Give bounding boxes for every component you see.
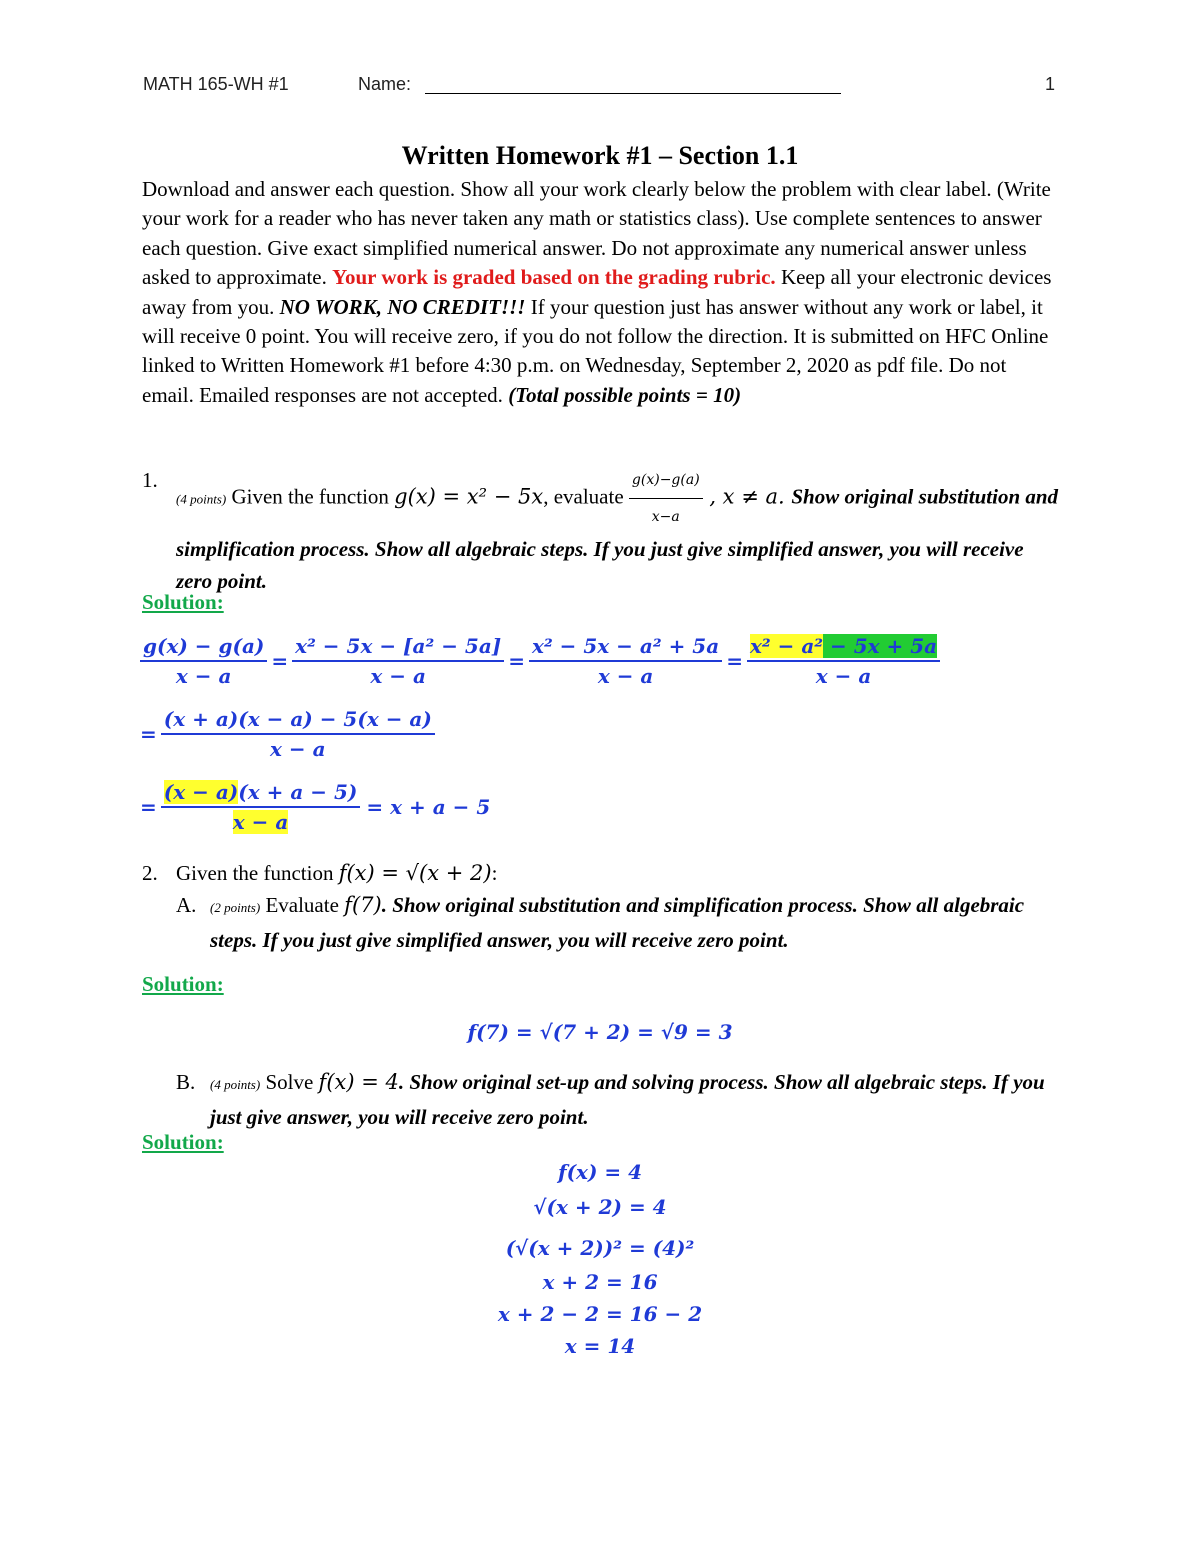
solution-label-2b: Solution: bbox=[142, 1130, 224, 1154]
q1-solution-line-1: $\frac{g(x) - g(a)}{x - a}$ = $\frac{\text{x² − 5x − [a² − 5a]}}{x - a}$ = $\frac{\text{x² − 5x − a² + 5a}}{x - a}$ = $\frac{\text{x² − a² − 5x + 5a}}{x - a}$ bbox=[140, 634, 940, 688]
question-2-function: f(x) = √(x + 2) bbox=[338, 861, 492, 885]
solution-label-1: Solution: bbox=[142, 590, 224, 614]
no-work-no-credit: NO WORK, NO CREDIT!!! bbox=[279, 294, 526, 319]
q1-frac-4: $\frac{\text{x² − a² − 5x + 5a}}{x - a}$ bbox=[747, 634, 940, 688]
question-2: 2. Given the function f(x) = √(x + 2): bbox=[142, 857, 1062, 889]
question-1-condition: , x ≠ a. bbox=[702, 484, 792, 509]
name-label: Name: bbox=[358, 74, 412, 94]
page-number: 1 bbox=[1045, 74, 1056, 94]
instructions-paragraph bbox=[142, 175, 1062, 410]
instructions-text-2: Keep all your electronic devices away from you. bbox=[142, 265, 1052, 319]
instructions-text: Download and answer each question. Show all your work clearly below the problem with clear label. (Write your work for a reader who has never taken any math or statistics class). Use complete sentences to answer each question. Give exact simplified numerical answer. Do not approximate any numerical answer unless asked to approximate. bbox=[142, 177, 1051, 290]
name-field-line bbox=[425, 93, 841, 94]
question-1-points: (4 points) bbox=[176, 491, 227, 507]
q2b-step-5: x + 2 − 2 = 16 − 2 bbox=[497, 1302, 703, 1326]
question-2a-instructions: . Show original substitution and simplification process. Show all algebraic steps. If you just give simplified answer, you will receive zero point. bbox=[210, 893, 1025, 952]
q1-frac-6: $\frac{(x - a)(x + a - 5)}{x - a}$ bbox=[161, 780, 361, 834]
question-2a-label: A. bbox=[176, 893, 197, 917]
q1-frac-1: $\frac{g(x) - g(a)}{x - a}$ bbox=[140, 634, 267, 688]
q1-final-answer: = x + a − 5 bbox=[366, 795, 491, 819]
question-2b-instructions: . Show original set-up and solving process. Show all algebraic steps. If you just give answer, you will receive zero point. bbox=[210, 1070, 1045, 1129]
question-1-function: g(x) = x² − 5x bbox=[394, 484, 544, 509]
question-2b: B. (4 points) Solve f(x) = 4. Show original set-up and solving process. Show all algebraic steps. If you just give answer, you will receive zero point. bbox=[176, 1066, 1056, 1133]
difference-quotient: $\frac{g(x)-g(a)}{x-a}$ bbox=[629, 464, 703, 533]
q2b-step-1: f(x) = 4 bbox=[557, 1160, 643, 1184]
question-1-instructions: Show original substitution and simplification process. Show all algebraic steps. If you just give simplified answer, you will receive zero point. bbox=[176, 484, 1059, 593]
question-2a-points: (2 points) bbox=[210, 900, 261, 915]
question-1-evaluate: , evaluate bbox=[543, 484, 629, 509]
question-1 bbox=[142, 464, 1062, 597]
q2a-solution: f(7) = √(7 + 2) = √9 = 3 bbox=[467, 1020, 733, 1044]
q2b-step-3: (√(x + 2))² = (4)² bbox=[505, 1236, 695, 1260]
grading-rubric-note: Your work is graded based on the grading rubric. bbox=[332, 265, 776, 290]
question-1-given: Given the function bbox=[226, 484, 395, 509]
q1-frac-3: $\frac{\text{x² − 5x − a² + 5a}}{x - a}$ bbox=[529, 634, 722, 688]
question-2a-func: f(7) bbox=[344, 893, 382, 917]
question-2b-func: f(x) = 4 bbox=[318, 1070, 399, 1094]
q2b-step-4: x + 2 = 16 bbox=[542, 1270, 658, 1294]
q1-solution-line-2: = $\frac{(x + a)(x - a) - 5(x - a)}{x - a}$ bbox=[140, 707, 435, 761]
question-2b-points: (4 points) bbox=[210, 1077, 261, 1092]
q1-frac-5: $\frac{(x + a)(x - a) - 5(x - a)}{x - a}$ bbox=[161, 707, 435, 761]
total-points: (Total possible points = 10) bbox=[508, 382, 742, 407]
question-2-given: Given the function bbox=[176, 861, 339, 885]
instructions-text-3: If your question just has answer without any work or label, it will receive 0 point. You will receive zero, if you do not follow the direction. It is submitted on HFC Online linked to Written Homework #1 before 4:30 p.m. on Wednesday, September 2, 2020 as pdf file. Do not email. Emailed responses are not accepted. bbox=[142, 294, 1049, 407]
question-1-number: 1. bbox=[142, 468, 158, 492]
solution-label-2a: Solution: bbox=[142, 972, 224, 996]
course-code: MATH 165-WH #1 bbox=[143, 74, 289, 94]
question-2a: A. (2 points) Evaluate f(7). Show original substitution and simplification process. Show all algebraic steps. If you just give simplified answer, you will receive zero point. bbox=[176, 889, 1056, 956]
question-2b-label: B. bbox=[176, 1070, 196, 1094]
q2b-step-6: x = 14 bbox=[564, 1334, 636, 1358]
q2b-step-2: √(x + 2) = 4 bbox=[533, 1195, 667, 1219]
question-2-number: 2. bbox=[142, 861, 158, 885]
page-title: Written Homework #1 – Section 1.1 bbox=[401, 141, 799, 170]
q1-solution-line-3: = $\frac{(x - a)(x + a - 5)}{x - a}$ = x + a − 5 bbox=[140, 780, 491, 834]
q1-frac-2: $\frac{\text{x² − 5x − [a² − 5a]}}{x - a}$ bbox=[292, 634, 504, 688]
